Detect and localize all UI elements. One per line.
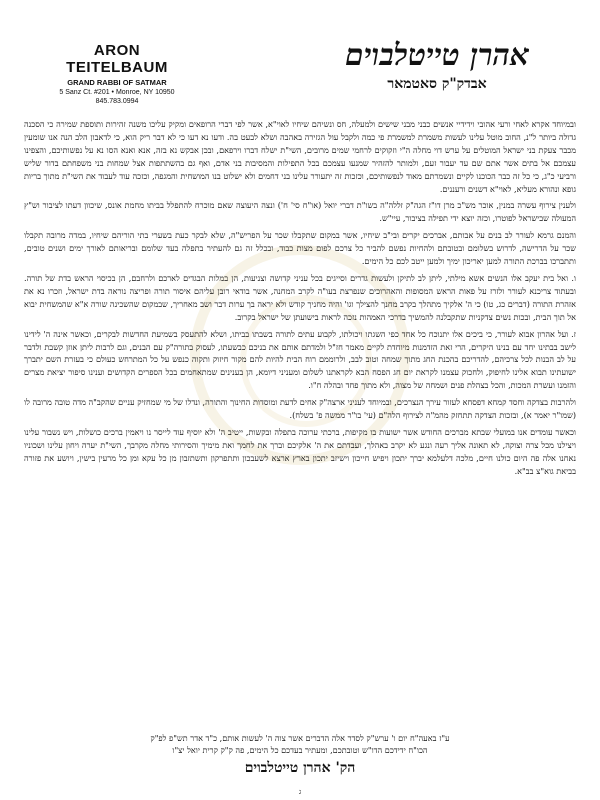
paragraph: והמנם גרמא לעורר לב בנים על אבותם, אברכים יקרים ובי"ב שיחיו, אשר במקום שתקבלו שכר על הפריש"ה, שלא לבקר כעת בשערי בתי הוריהם שיחיו, במדה מרובה תקבלו שכר על הדרישה, לדרוש בשלומם ובטובתם ולהחיות נפשם להביר כל צרכם לפום מצות כבוד, ובכלל זה גם להעתיר בתפלה בעד שלומם ובריאותם לאורך ימים ושנים טובים, ותתברכו בברכת התורה למען יאריכון ימיך ולמען ייטב לכם כל הימים. <box>24 230 576 267</box>
signature: הק' אהרן טייטלבוים <box>244 760 356 776</box>
paragraph: ולהרבות בצדקה וחסד קמחא דפסחא לעזור עירך הנצרכים, ובמיוחד לעניני ארצה"ק אחים לדעת ומוסדות החינוך והתורה, ונדלו של מי שמחזיק עניים שהקב"ה מדה טובה מרובה לו (שמו"ר יאמר א), ובזכות הצדקה תתחזק מהמ"ה לצירוף הלה"ם (עי' בו"ר ממשה פ' בשלח). <box>24 397 576 421</box>
paragraph: ובמיוחד אקרא לאחי ורעי אהובי וידידיי אנשים כבני מבני שישים ולמעלה, חס ונשיהם שיחיו לאוי"א, אשר לפי דברי הרופאים ומקיק עליכו משנה זהירות ותוספת שמירה כי הסכנה גדולה ביותר ל"נ, החוב מוטל עלינו לעשות משמרת למשמרת פי כמה ולקבל עול הגזירה באהבה ושלא לבעט בה. ודעו נא דעו כי לא דבר ריק הוא, כי לדאבון הלב הנה אנו שומעין מכבר צעקת בני ישראל המוטלים על ערש דוי מחלה ה"י וזקוקים לרחמי שמים מרובים, השי"ת ישלח דברו וירפאם, ובכן אבקש נא בזה, אנא ואנא הסו נא על נפשותיכם, והצפינו עצמכם אל בתים אשר אתם שם עד יעבור זעם, ולמותר להזהיר שמנעו עצמכם בכל התפילות והמסיבות בני אדם, ואף גם בהשתתפות אצל שמחות בני משפחתם בדור שליש ורביעי כ"ג, כי כל זה כבר הכוכנו לקיים ונשמרתם מאוד לנפשותיכם, וכזכות זה יתעורר עלינו בני דחמים ולא ישלוט בנו המושחית והמגפה, וכזכה עוד לעבוד את השי"ת מתוך בריות גופא ונהורא מעליא, לאוי"א דשנים ורעננים. <box>24 119 576 194</box>
closing-date-line: ע"ז באעה"ח יום ו' ערש"ק לסדר אלה הדברים אשר צוה ה' לעשות אותם, כ"ד אדר תש"פ לפ"ק <box>150 733 450 743</box>
hebrew-title: אבדק"ק סאטמאר <box>387 76 487 92</box>
rabbi-title: GRAND RABBI OF SATMAR <box>67 78 167 87</box>
hebrew-name: אהרן טייטלבוים <box>344 38 530 73</box>
letter-body <box>24 118 576 482</box>
paragraph: וכאשר עומדים אנו במועלי שבתא מברכים החודש אשר ישועות בו מקיפות, ברכתי ערוכה בתפלה ובקשות, ייטיב ה' ולא יוסיף עוד לייסר נו ויאמין ברכים כושלות, ויש נשבור עלינו ויצילנו מכל צרה וצוקה, לא תאונה אליך רעה ונגע לא יקרב באהלך, ועבדתם את ה' אלקיכם וברך את לחמך ואת מימיך והסירותי מחלה מקרבך, השי"ת יערה ויחון עלינו ושכוניו נאחנו אלה פה היום כולנו חיים, מלכה דלעלמא יברך יתכון ויפיש חייכון וישיזב יתכון בארץ ארצא לשעבכון ותתפרקון ותשתזבון מן כל עקא ומן כל מרעין בישין, ויושע את פזורה בביאת גוא"צ בב"א. <box>24 426 576 476</box>
paragraph: ולענין צירוף עשרה במנין, אוכר מש"כ מרן דו"ז הגה"ק זללה"ה בשו"ת דברי יואל (או"ח סי' ח') ונצה היעוצה שאם מוכרח להתפלל בביתו מחמת אונס, שיכוון דעתו לציבור וש"ץ המעולה שבישראל לפוטרו, וכזה יוצא ידי תפילה בציבור, עיי"ש. <box>24 200 576 224</box>
page-number: ג <box>298 788 302 796</box>
rabbi-name: ARON TEITELBAUM <box>66 42 168 76</box>
closing-regards-line: הכו"ח ידידכם הדו"ש וטובתכם, ומעתיר בעדכם כל הימים, פה ק"ק קרית יואל יצ"ו <box>172 745 428 755</box>
paragraph: ו. ואל בית יעקב אלו הנשים אשא מילתי, ליתן לב לתיקן ולעשות גדרים וסייגים בכל עניני קדושה וצניעות, הן במלות הבגדים לארכם ולרחבם, הן בכיסוי הראש בדת של תורה. ובעתוד צריכנא לעורר ולזרז על פאות הראש המסופות והאהרוכים שנפרצת בעו"ה לקרב המחנה, אשר בודאי רובן עליהם איסור תורה ופריצה נוראה בדת ישראל, וזכרו נא את אזהרת התורה (דברים כג, טו) כי ה' אלקיך מתהלך בקרב מחנך להצילך וגו' והיה מחניך קודש ולא יראה בך ערות דבר ושב מאחריך, שבמקום שהשכינה שורה א"א שהמשחית יבוא אל תוך הבית, ובכות נשים צדקניות שתקבלנה להמשיך בדרכי האמהות נזכה לראות בישועתן של ישראל בקרוב. <box>24 272 576 322</box>
closing <box>40 732 560 756</box>
letterhead-hebrew <box>332 40 542 93</box>
phone-number: 845.783.0994 <box>95 98 139 105</box>
letterhead-english <box>52 42 182 105</box>
paragraph: ז. ועל אהרון אבוא לעורר, כי ביכים אלו יתנוכח כל אחד כפי השגתו ויכולתו, לקבוע עתים לתורה בשבתו בביתו, ושלא להתעסק בשמיעת החדשות לבקרים, וכאשר אינה ה' לידינו לישב בבתינו יחד עם בנינו היקרים, הרי זאת הזדמנות מיוחדת לקיים מאמר חז"ל ולמדתם אותם את בניכם כבשעתו, לעסוק בתורה"ק עם הבנים, וגם לרבות ליתן אוזן קשבת ולדבר על לב הבנות לכל צרכיהם, להדריכם בהכנת החג מתוך שמחה וטוב לבב, ולרוממם רוח הבית להיות להם מקור חיזוק ותקוה כנפש על כל המתרחש כעולם כי בעזרת השם יתברך ישועתינו תבוא אלינו לחיפוק, ולחכוק עצמנו לקראת יום חג הפסח הבא לקראתנו לשלום ומעניני דיומא, הן בענינים שמתאחמים בכל הספרים הקדושים וענינו סיפור יציאת מצרים והזמנו ועשרת המכות, והכל בצהלת פנים ושמחה של מצוה, ולא מתוך פחד ובהלה ח"ו. <box>24 328 576 391</box>
address: 5 Sanz Ct. #201 • Monroe, NY 10950 <box>59 89 175 96</box>
